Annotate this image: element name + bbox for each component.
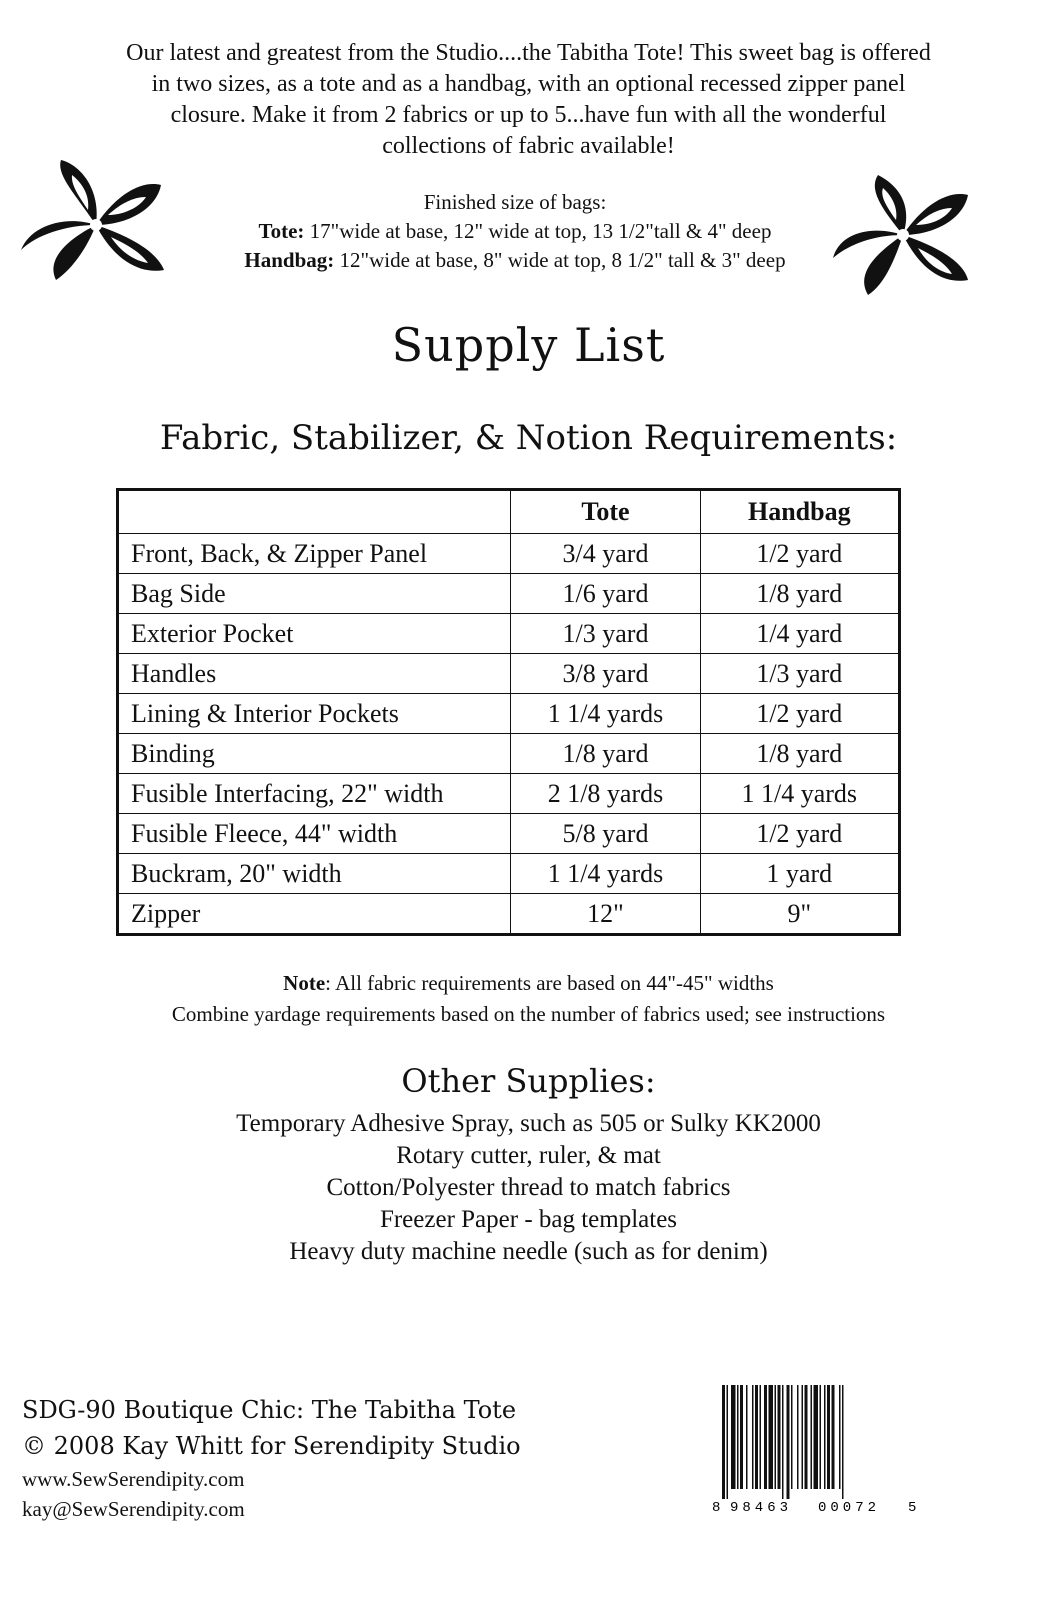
barcode-bar xyxy=(727,1385,729,1499)
handbag-size-line xyxy=(170,246,860,275)
website-link[interactable]: www.SewSerendipity.com xyxy=(22,1467,245,1491)
table-row xyxy=(118,814,900,854)
row-item: Binding xyxy=(118,734,511,774)
barcode-digit-group-left: 98463 xyxy=(730,1500,793,1515)
barcode-bar xyxy=(740,1385,743,1489)
supply-list-title: Supply List xyxy=(391,318,666,372)
row-tote-value: 1/6 yard xyxy=(511,574,700,614)
requirements-title: Fabric, Stabilizer, & Notion Requirements: xyxy=(159,418,898,458)
table-row xyxy=(118,734,900,774)
row-item: Fusible Fleece, 44" width xyxy=(118,814,511,854)
barcode-bar xyxy=(760,1385,762,1489)
row-handbag-value: 1/8 yard xyxy=(700,734,899,774)
barcode-bar xyxy=(787,1385,790,1499)
barcode-bars xyxy=(722,1385,844,1499)
list-item: Heavy duty machine needle (such as for denim) xyxy=(289,1238,768,1265)
flower-ornament-icon xyxy=(16,155,176,285)
notes-block xyxy=(0,968,1057,1030)
finished-size-block xyxy=(170,188,860,275)
list-item: Rotary cutter, ruler, & mat xyxy=(396,1142,661,1169)
row-tote-value: 3/4 yard xyxy=(511,534,700,574)
header-tote: Tote xyxy=(511,490,700,534)
row-item: Front, Back, & Zipper Panel xyxy=(118,534,511,574)
barcode xyxy=(712,1385,922,1515)
row-tote-value: 12" xyxy=(511,894,700,935)
row-handbag-value: 1 1/4 yards xyxy=(700,774,899,814)
note-label: Note xyxy=(283,971,326,995)
copyright: © 2008 Kay Whitt for Serendipity Studio xyxy=(22,1432,521,1460)
barcode-bar xyxy=(775,1385,777,1489)
combine-line: Combine yardage requirements based on the number of fabrics used; see instructions xyxy=(171,1002,886,1026)
barcode-bar xyxy=(782,1385,784,1499)
row-tote-value: 1/8 yard xyxy=(511,734,700,774)
header-handbag: Handbag xyxy=(700,490,899,534)
intro-paragraph xyxy=(30,38,1027,162)
row-item: Lining & Interior Pockets xyxy=(118,694,511,734)
intro-line: in two sizes, as a tote and as a handbag, with an optional recessed zipper panel xyxy=(151,71,906,97)
row-tote-value: 1 1/4 yards xyxy=(511,694,700,734)
table-row xyxy=(118,894,900,935)
table-row xyxy=(118,614,900,654)
header-blank xyxy=(118,490,511,534)
barcode-bar xyxy=(827,1385,830,1489)
barcode-digit-group-right: 00072 xyxy=(818,1500,881,1515)
other-supplies-title: Other Supplies: xyxy=(401,1062,656,1100)
product-code: SDG-90 Boutique Chic: The Tabitha Tote xyxy=(22,1396,517,1424)
row-item: Fusible Interfacing, 22" width xyxy=(118,774,511,814)
row-handbag-value: 9" xyxy=(700,894,899,935)
row-handbag-value: 1/2 yard xyxy=(700,814,899,854)
row-tote-value: 1 1/4 yards xyxy=(511,854,700,894)
barcode-bar xyxy=(752,1385,754,1489)
row-item: Bag Side xyxy=(118,574,511,614)
barcode-bar xyxy=(737,1385,739,1489)
footer xyxy=(22,1392,622,1524)
list-item: Cotton/Polyester thread to match fabrics xyxy=(326,1174,731,1201)
intro-line: Our latest and greatest from the Studio....the Tabitha Tote! This sweet bag is offered xyxy=(126,40,931,66)
row-handbag-value: 1/4 yard xyxy=(700,614,899,654)
row-tote-value: 2 1/8 yards xyxy=(511,774,700,814)
barcode-bar xyxy=(824,1385,826,1489)
handbag-size-label: Handbag: xyxy=(244,248,335,272)
barcode-bar xyxy=(778,1385,781,1489)
table-row xyxy=(118,774,900,814)
barcode-bar xyxy=(722,1385,725,1499)
other-supplies-list xyxy=(0,1108,1057,1268)
barcode-bar xyxy=(797,1385,799,1489)
handbag-size-text: 12"wide at base, 8" wide at top, 8 1/2" tall & 3" deep xyxy=(334,248,786,272)
finished-size-heading: Finished size of bags: xyxy=(423,190,607,214)
barcode-bar xyxy=(811,1385,813,1489)
row-tote-value: 1/3 yard xyxy=(511,614,700,654)
intro-line: collections of fabric available! xyxy=(382,133,675,159)
tote-size-text: 17"wide at base, 12" wide at top, 13 1/2"tall & 4" deep xyxy=(304,219,772,243)
barcode-bar xyxy=(755,1385,758,1489)
table-row xyxy=(118,854,900,894)
row-item: Exterior Pocket xyxy=(118,614,511,654)
row-handbag-value: 1/2 yard xyxy=(700,534,899,574)
barcode-bar xyxy=(769,1385,774,1489)
row-handbag-value: 1/3 yard xyxy=(700,654,899,694)
email-link[interactable]: kay@SewSerendipity.com xyxy=(22,1497,245,1521)
barcode-digit-last: 5 xyxy=(908,1500,917,1515)
barcode-digit-first: 8 xyxy=(712,1500,721,1515)
barcode-bar xyxy=(791,1385,793,1489)
requirements-table xyxy=(116,488,901,936)
row-handbag-value: 1/8 yard xyxy=(700,574,899,614)
row-item: Handles xyxy=(118,654,511,694)
barcode-bar xyxy=(839,1385,841,1489)
table-header-row xyxy=(118,490,900,534)
barcode-bar xyxy=(764,1385,767,1489)
table-row xyxy=(118,534,900,574)
barcode-bar xyxy=(731,1385,736,1489)
row-tote-value: 3/8 yard xyxy=(511,654,700,694)
tote-size-line xyxy=(170,217,860,246)
barcode-bar xyxy=(814,1385,819,1489)
barcode-bar xyxy=(820,1385,822,1489)
table-row xyxy=(118,694,900,734)
barcode-bar xyxy=(842,1385,844,1499)
note-line xyxy=(0,968,1057,999)
barcode-bar xyxy=(802,1385,804,1489)
barcode-bar xyxy=(832,1385,835,1489)
table-row xyxy=(118,574,900,614)
row-tote-value: 5/8 yard xyxy=(511,814,700,854)
row-handbag-value: 1 yard xyxy=(700,854,899,894)
tote-size-label: Tote: xyxy=(258,219,305,243)
list-item: Freezer Paper - bag templates xyxy=(379,1206,678,1233)
table-row xyxy=(118,654,900,694)
barcode-bar xyxy=(805,1385,808,1489)
list-item: Temporary Adhesive Spray, such as 505 or Sulky KK2000 xyxy=(236,1110,821,1137)
row-handbag-value: 1/2 yard xyxy=(700,694,899,734)
barcode-bar xyxy=(746,1385,748,1489)
row-item: Zipper xyxy=(118,894,511,935)
row-item: Buckram, 20" width xyxy=(118,854,511,894)
intro-line: closure. Make it from 2 fabrics or up to 5...have fun with all the wonderful xyxy=(170,102,887,128)
note-text: : All fabric requirements are based on 44"-45" widths xyxy=(325,971,774,995)
